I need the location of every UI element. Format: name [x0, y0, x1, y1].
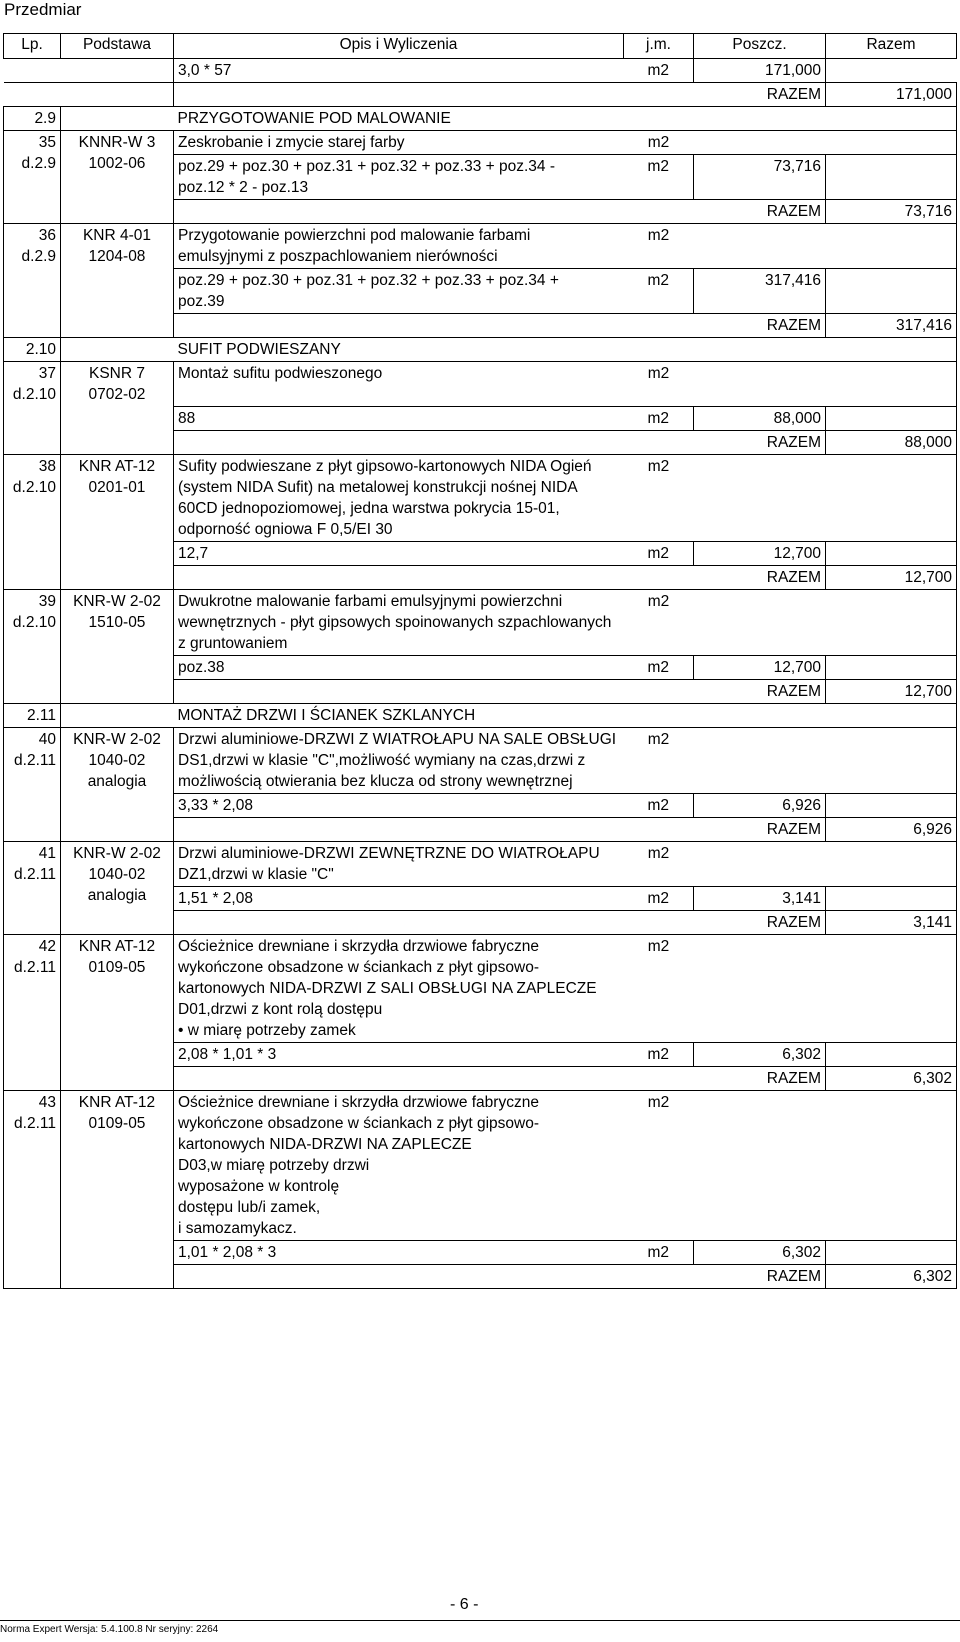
item-unit: m2 [624, 842, 694, 887]
razem-label: RAZEM [174, 566, 826, 590]
header-poszcz: Poszcz. [694, 34, 826, 59]
razem-value: 6,302 [826, 1265, 957, 1289]
calc-expr: poz.29 + poz.30 + poz.31 + poz.32 + poz.33 + poz.34 - poz.12 * 2 - poz.13 [174, 155, 624, 200]
item-row [4, 362, 957, 407]
header-lp: Lp. [4, 34, 61, 59]
item-description: Ościeżnice drewniane i skrzydła drzwiowe fabryczne wykończone obsadzone w ściankach z płyt gipsowo-kartonowych NIDA-DRZWI Z SALI OBSŁUGI NA ZAPLECZE D01,drzwi z kont rolą dostępu • w miarę potrzeby zamek [174, 935, 624, 1043]
razem-value: 171,000 [826, 83, 957, 107]
item-row [4, 131, 957, 155]
item-basis: KNR AT-12 0201-01 [61, 455, 174, 590]
calc-value: 12,700 [694, 656, 826, 680]
item-lp: 35 d.2.9 [4, 131, 61, 224]
item-lp: 36 d.2.9 [4, 224, 61, 338]
item-basis: KNR-W 2-02 1040-02 analogia [61, 842, 174, 935]
razem-value: 6,302 [826, 1067, 957, 1091]
item-description: Sufity podwieszane z płyt gipsowo-kartonowych NIDA Ogień (system NIDA Sufit) na metalowej konstrukcji nośnej NIDA 60CD jednopoziomowej, jedna warstwa pokrycia 15-01, odporność ogniowa F 0,5/EI 30 [174, 455, 624, 542]
page-title: Przedmiar [4, 0, 82, 19]
calc-unit: m2 [624, 656, 694, 680]
razem-label: RAZEM [174, 818, 826, 842]
item-description: Zeskrobanie i zmycie starej farby [174, 131, 624, 155]
calc-value: 317,416 [694, 269, 826, 314]
calc-unit: m2 [624, 1241, 694, 1265]
calc-value: 6,302 [694, 1241, 826, 1265]
razem-value: 12,700 [826, 566, 957, 590]
calc-value: 6,926 [694, 794, 826, 818]
calc-unit: m2 [624, 59, 694, 83]
calc-value: 73,716 [694, 155, 826, 200]
calc-unit: m2 [624, 155, 694, 200]
page-number: - 6 - [450, 1596, 479, 1613]
item-basis: KNR AT-12 0109-05 [61, 1091, 174, 1289]
calc-expr: 1,01 * 2,08 * 3 [174, 1241, 624, 1265]
item-lp: 42 d.2.11 [4, 935, 61, 1091]
calc-unit: m2 [624, 887, 694, 911]
section-number: 2.10 [4, 338, 61, 362]
calc-unit: m2 [624, 542, 694, 566]
calc-value: 3,141 [694, 887, 826, 911]
item-basis: KNNR-W 3 1002-06 [61, 131, 174, 224]
section-title: MONTAŻ DRZWI I ŚCIANEK SZKLANYCH [174, 704, 957, 728]
calc-expr: poz.29 + poz.30 + poz.31 + poz.32 + poz.33 + poz.34 + poz.39 [174, 269, 624, 314]
item-unit: m2 [624, 935, 694, 1043]
item-lp: 39 d.2.10 [4, 590, 61, 704]
item-row [4, 455, 957, 542]
item-lp: 41 d.2.11 [4, 842, 61, 935]
calc-row [4, 59, 957, 83]
item-lp: 38 d.2.10 [4, 455, 61, 590]
razem-label: RAZEM [174, 1067, 826, 1091]
calc-unit: m2 [624, 269, 694, 314]
calc-expr: 3,33 * 2,08 [174, 794, 624, 818]
item-lp: 40 d.2.11 [4, 728, 61, 842]
razem-label: RAZEM [174, 83, 826, 107]
razem-value: 317,416 [826, 314, 957, 338]
item-description: Ościeżnice drewniane i skrzydła drzwiowe fabryczne wykończone obsadzone w ściankach z płyt gipsowo-kartonowych NIDA-DRZWI NA ZAPLECZE D03,w miarę potrzeby drzwi wyposażone w kontrolę dostępu lub/i zamek, i samozamykacz. [174, 1091, 624, 1241]
item-unit: m2 [624, 590, 694, 656]
item-row [4, 1091, 957, 1241]
header-opis: Opis i Wyliczenia [174, 34, 624, 59]
razem-label: RAZEM [174, 314, 826, 338]
section-number: 2.9 [4, 107, 61, 131]
section-row [4, 704, 957, 728]
calc-value: 6,302 [694, 1043, 826, 1067]
razem-row [4, 83, 957, 107]
section-row [4, 107, 957, 131]
header-razem: Razem [826, 34, 957, 59]
razem-label: RAZEM [174, 431, 826, 455]
section-title: SUFIT PODWIESZANY [174, 338, 957, 362]
calc-unit: m2 [624, 1043, 694, 1067]
razem-value: 88,000 [826, 431, 957, 455]
calc-expr: poz.38 [174, 656, 624, 680]
razem-value: 12,700 [826, 680, 957, 704]
calc-expr: 2,08 * 1,01 * 3 [174, 1043, 624, 1067]
item-description: Drzwi aluminiowe-DRZWI ZEWNĘTRZNE DO WIATROŁAPU DZ1,drzwi w klasie "C" [174, 842, 624, 887]
estimate-table [3, 33, 957, 1289]
razem-value: 6,926 [826, 818, 957, 842]
header-podstawa: Podstawa [61, 34, 174, 59]
section-title: PRZYGOTOWANIE POD MALOWANIE [174, 107, 957, 131]
item-row [4, 842, 957, 887]
item-unit: m2 [624, 131, 694, 155]
item-description: Drzwi aluminiowe-DRZWI Z WIATROŁAPU NA SALE OBSŁUGI DS1,drzwi w klasie "C",możliwość wymiany na czas,drzwi z możliwością otwierania bez klucza od strony wewnętrznej [174, 728, 624, 794]
item-unit: m2 [624, 224, 694, 269]
razem-label: RAZEM [174, 680, 826, 704]
razem-value: 3,141 [826, 911, 957, 935]
item-description: Przygotowanie powierzchni pod malowanie farbami emulsyjnymi z poszpachlowaniem nierówności [174, 224, 624, 269]
calc-unit: m2 [624, 407, 694, 431]
footer-divider [0, 1620, 960, 1621]
razem-label: RAZEM [174, 1265, 826, 1289]
header-jm: j.m. [624, 34, 694, 59]
item-basis: KNR AT-12 0109-05 [61, 935, 174, 1091]
item-unit: m2 [624, 1091, 694, 1241]
calc-value: 88,000 [694, 407, 826, 431]
item-basis: KNR-W 2-02 1040-02 analogia [61, 728, 174, 842]
razem-label: RAZEM [174, 200, 826, 224]
calc-expr: 12,7 [174, 542, 624, 566]
item-unit: m2 [624, 362, 694, 407]
item-basis: KNR 4-01 1204-08 [61, 224, 174, 338]
item-lp: 43 d.2.11 [4, 1091, 61, 1289]
item-description: Montaż sufitu podwieszonego [174, 362, 624, 407]
razem-value: 73,716 [826, 200, 957, 224]
calc-unit: m2 [624, 794, 694, 818]
table-header-row [4, 34, 957, 59]
section-row [4, 338, 957, 362]
item-basis: KSNR 7 0702-02 [61, 362, 174, 455]
calc-expr: 1,51 * 2,08 [174, 887, 624, 911]
item-unit: m2 [624, 455, 694, 542]
calc-value: 171,000 [694, 59, 826, 83]
item-lp: 37 d.2.10 [4, 362, 61, 455]
item-unit: m2 [624, 728, 694, 794]
calc-expr: 3,0 * 57 [174, 59, 624, 83]
item-row [4, 728, 957, 794]
calc-expr: 88 [174, 407, 624, 431]
item-row [4, 935, 957, 1043]
calc-value: 12,700 [694, 542, 826, 566]
item-basis: KNR-W 2-02 1510-05 [61, 590, 174, 704]
item-row [4, 590, 957, 656]
item-row [4, 224, 957, 269]
footer-software-info: Norma Expert Wersja: 5.4.100.8 Nr seryjny: 2264 [0, 1624, 219, 1635]
razem-label: RAZEM [174, 911, 826, 935]
item-description: Dwukrotne malowanie farbami emulsyjnymi powierzchni wewnętrznych - płyt gipsowych spoinowanych szpachlowanych z gruntowaniem [174, 590, 624, 656]
section-number: 2.11 [4, 704, 61, 728]
